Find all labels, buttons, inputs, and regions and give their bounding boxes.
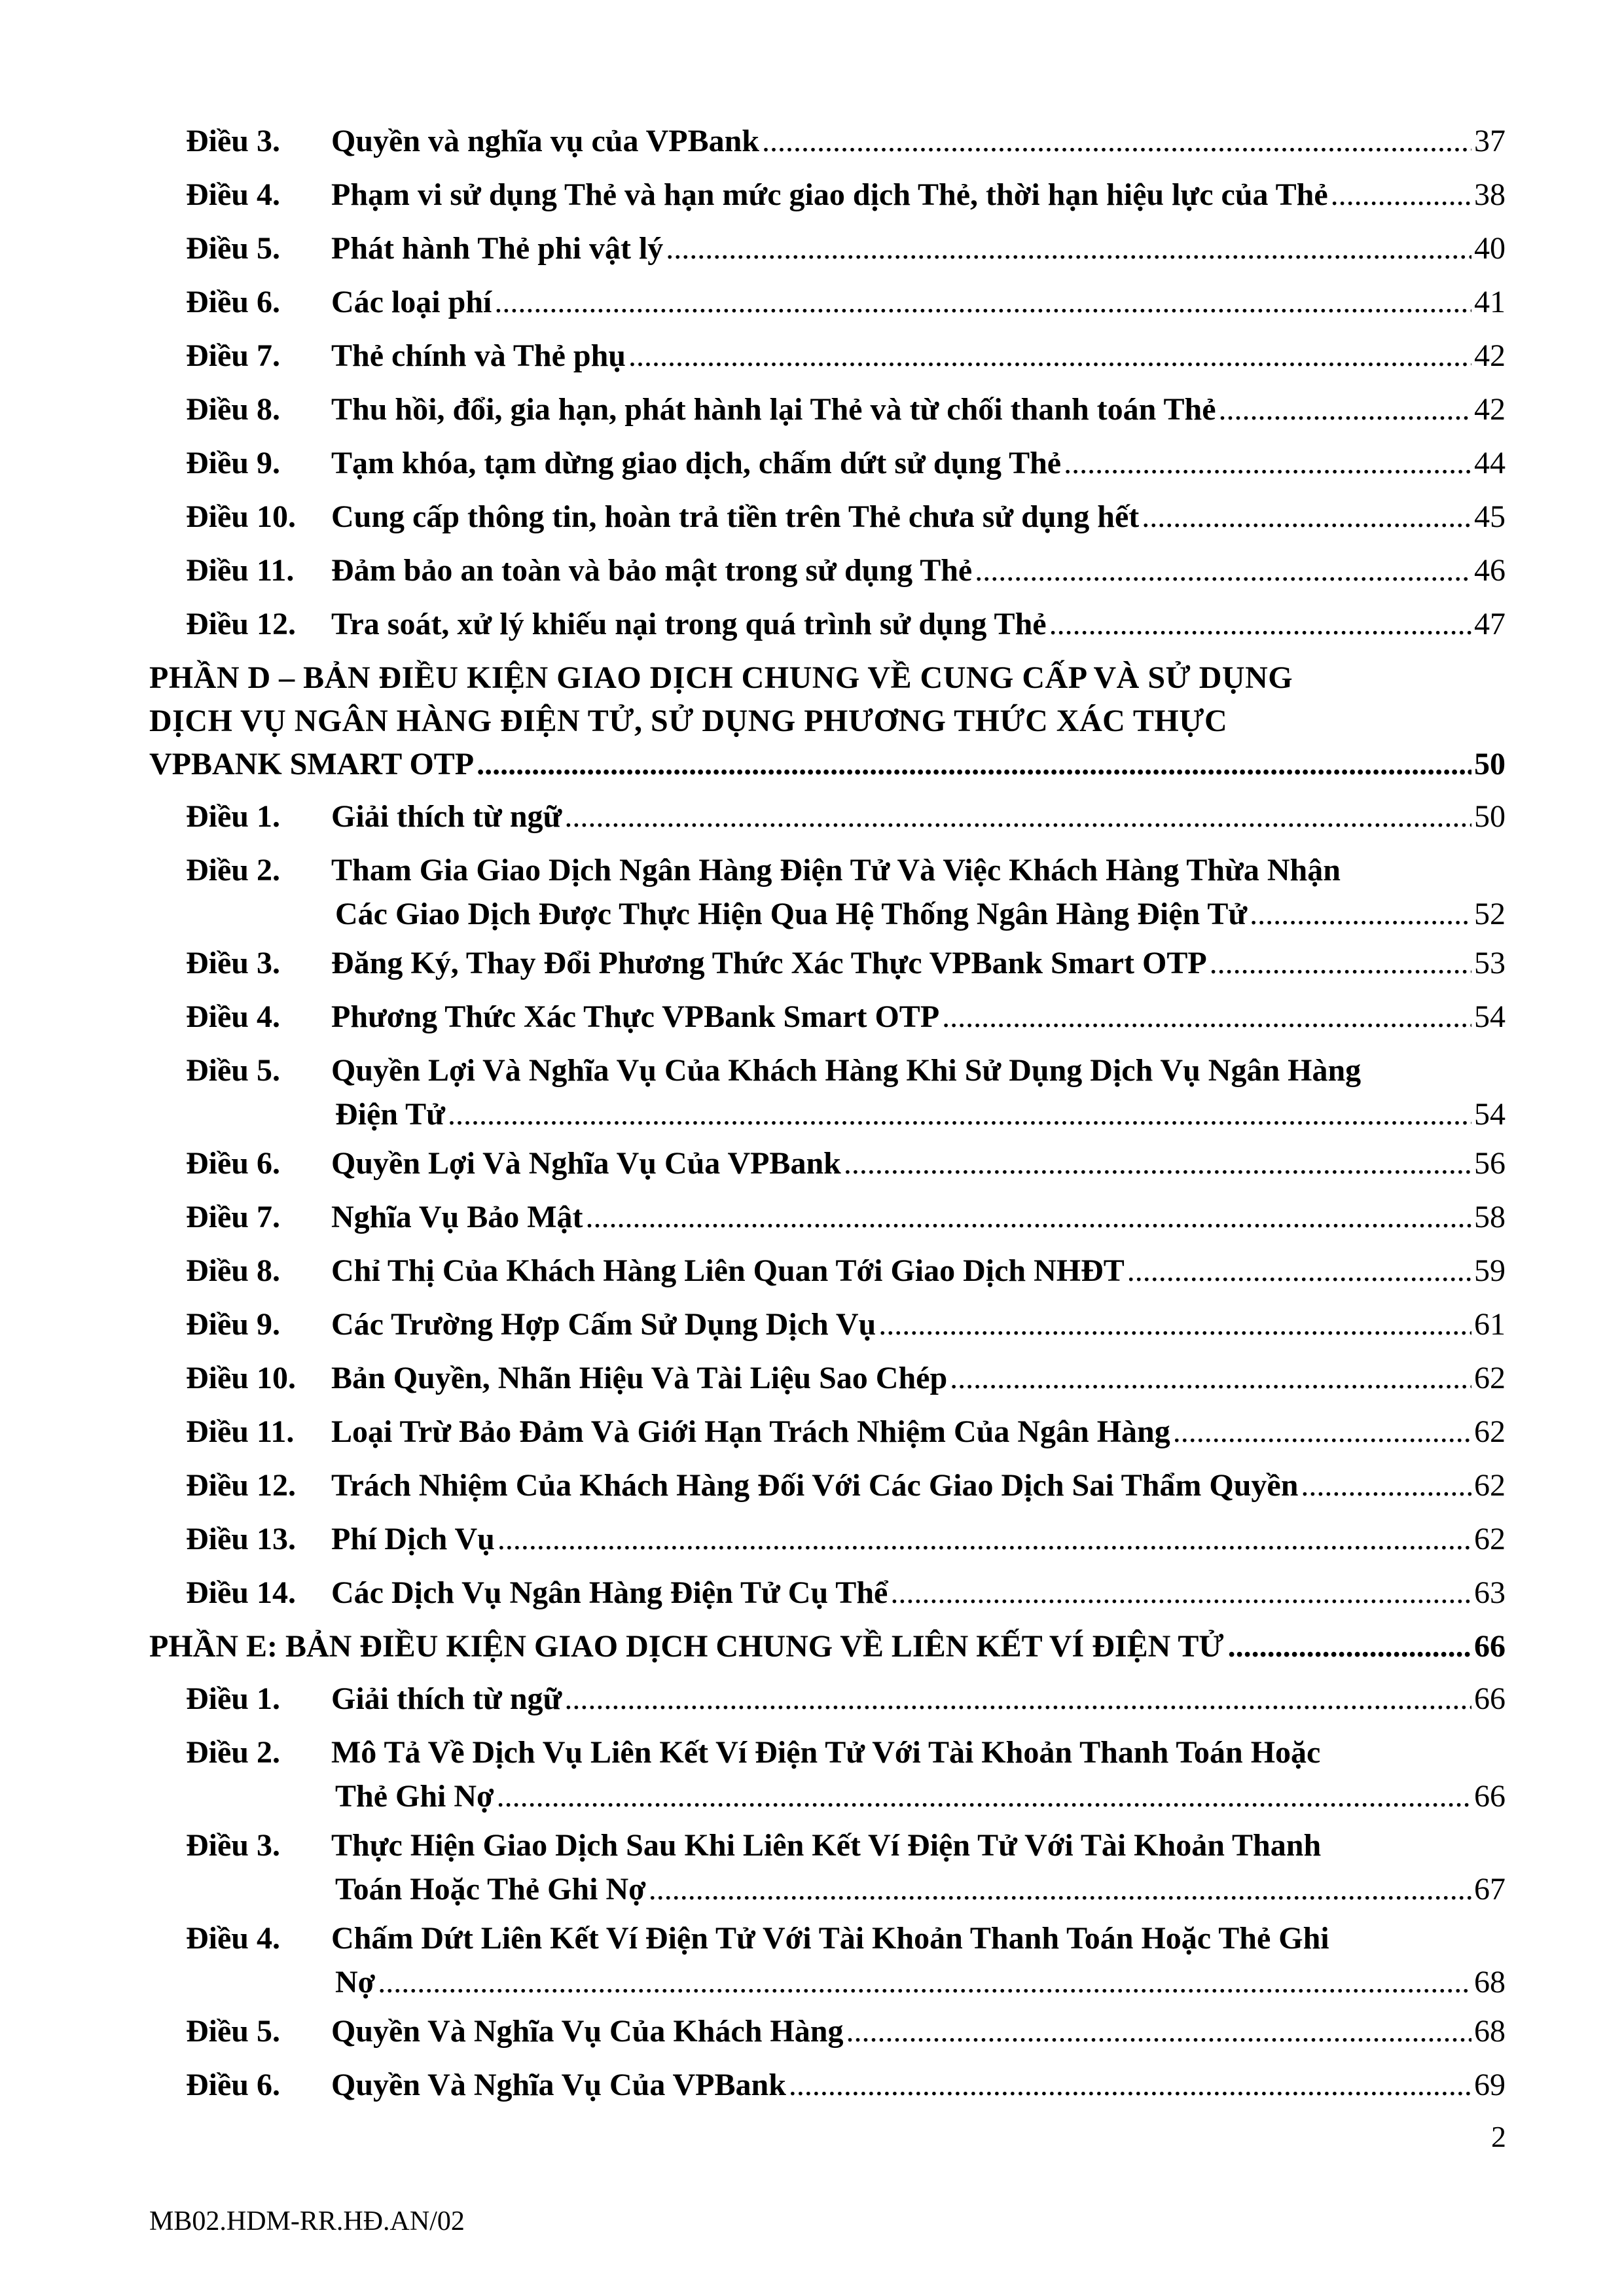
toc-entry-title: Quyền Lợi Và Nghĩa Vụ Của Khách Hàng Khi Sử Dụng Dịch Vụ Ngân Hàng — [331, 1053, 1362, 1088]
dot-leader — [762, 115, 1471, 168]
dot-leader — [1210, 937, 1471, 990]
dot-leader — [844, 1137, 1471, 1191]
toc-entry-number: Điều 5. — [186, 2014, 280, 2049]
toc-entry-number: Điều 10. — [186, 1361, 296, 1395]
toc-entry[interactable] — [149, 990, 1506, 1044]
toc-entry-page: 44 — [1474, 446, 1506, 480]
toc-entry-number: Điều 3. — [186, 124, 280, 158]
toc-entry-title: Chấm Dứt Liên Kết Ví Điện Tử Với Tài Khoản Thanh Toán Hoặc Thẻ Ghi — [331, 1921, 1329, 1956]
toc-entry-title: Thu hồi, đổi, gia hạn, phát hành lại Thẻ và từ chối thanh toán Thẻ — [331, 392, 1216, 427]
dot-leader — [497, 1513, 1471, 1566]
toc-entry[interactable] — [149, 222, 1506, 276]
toc-entry-title-cont: Toán Hoặc Thẻ Ghi Nợ — [335, 1872, 646, 1907]
toc-entry-number: Điều 6. — [186, 2068, 280, 2102]
toc-entry-page: 58 — [1474, 1200, 1506, 1234]
toc-entry[interactable] — [149, 2005, 1506, 2058]
toc-entry-page: 67 — [1474, 1872, 1506, 1907]
part-title-line: DỊCH VỤ NGÂN HÀNG ĐIỆN TỬ, SỬ DỤNG PHƯƠNG THỨC XÁC THỰC — [149, 704, 1228, 738]
dot-leader — [1064, 437, 1471, 490]
toc-entry-title: Mô Tả Về Dịch Vụ Liên Kết Ví Điện Tử Với Tài Khoản Thanh Toán Hoặc — [331, 1735, 1321, 1770]
dot-leader — [378, 1960, 1471, 2005]
toc-entry[interactable] — [149, 844, 1506, 937]
toc-entry-number: Điều 3. — [186, 1828, 280, 1863]
dot-leader — [666, 222, 1471, 276]
toc-entry[interactable] — [149, 1352, 1506, 1405]
toc-entry-page: 68 — [1474, 2014, 1506, 2049]
toc-entry[interactable] — [149, 1513, 1506, 1566]
toc-entry-page: 41 — [1474, 285, 1506, 319]
toc-entry-title: Quyền Lợi Và Nghĩa Vụ Của VPBank — [331, 1146, 841, 1181]
toc-part-heading[interactable] — [149, 656, 1506, 786]
part-title-line: PHẦN D – BẢN ĐIỀU KIỆN GIAO DỊCH CHUNG VỀ CUNG CẤP VÀ SỬ DỤNG — [149, 660, 1293, 695]
toc-entry[interactable] — [149, 115, 1506, 168]
toc-entry[interactable] — [149, 598, 1506, 651]
toc-entry[interactable] — [149, 1819, 1506, 1912]
toc-entry-page: 62 — [1474, 1468, 1506, 1503]
toc-entry[interactable] — [149, 1459, 1506, 1513]
toc-entry-number: Điều 7. — [186, 338, 280, 373]
table-of-contents — [149, 115, 1506, 2112]
toc-entry-title: Quyền Và Nghĩa Vụ Của VPBank — [331, 2068, 786, 2102]
toc-entry[interactable] — [149, 1672, 1506, 1726]
toc-entry-page: 42 — [1474, 392, 1506, 427]
toc-entry-page: 37 — [1474, 124, 1506, 158]
toc-entry-number: Điều 8. — [186, 392, 280, 427]
toc-entry-number: Điều 14. — [186, 1575, 296, 1610]
toc-entry-page: 53 — [1474, 946, 1506, 980]
toc-entry-title: Tra soát, xử lý khiếu nại trong quá trình sử dụng Thẻ — [331, 607, 1047, 641]
toc-entry[interactable] — [149, 790, 1506, 844]
toc-entry-page: 56 — [1474, 1146, 1506, 1181]
part-title-line: PHẦN E: BẢN ĐIỀU KIỆN GIAO DỊCH CHUNG VỀ LIÊN KẾT VÍ ĐIỆN TỬ — [149, 1629, 1224, 1664]
toc-entry-number: Điều 5. — [186, 231, 280, 266]
toc-entry-page: 63 — [1474, 1575, 1506, 1610]
dot-leader — [586, 1191, 1472, 1244]
toc-entry-title: Giải thích từ ngữ — [331, 799, 562, 834]
toc-entry-number: Điều 13. — [186, 1522, 296, 1556]
toc-entry-page: 50 — [1474, 799, 1506, 834]
toc-entry-page: 40 — [1474, 231, 1506, 266]
toc-entry-title-cont: Nợ — [335, 1965, 376, 2000]
toc-entry-page: 68 — [1474, 1965, 1506, 2000]
toc-entry[interactable] — [149, 168, 1506, 222]
toc-entry-page: 54 — [1474, 1097, 1506, 1132]
toc-entry-number: Điều 2. — [186, 853, 280, 888]
toc-entry-title: Loại Trừ Bảo Đảm Và Giới Hạn Trách Nhiệm Của Ngân Hàng — [331, 1414, 1170, 1449]
dot-leader — [628, 329, 1471, 383]
dot-leader — [950, 1352, 1471, 1405]
toc-entry-title-cont: Thẻ Ghi Nợ — [335, 1779, 494, 1814]
toc-entry-title: Quyền Và Nghĩa Vụ Của Khách Hàng — [331, 2014, 844, 2049]
toc-entry[interactable] — [149, 276, 1506, 329]
dot-leader — [1173, 1405, 1471, 1459]
dot-leader — [890, 1566, 1471, 1620]
part-title-line: VPBANK SMART OTP — [149, 747, 475, 781]
toc-entry[interactable] — [149, 1191, 1506, 1244]
toc-entry-number: Điều 2. — [186, 1735, 280, 1770]
dot-leader — [564, 790, 1471, 844]
dot-leader — [494, 276, 1471, 329]
toc-entry-number: Điều 11. — [186, 1414, 295, 1449]
toc-entry-page: 45 — [1474, 499, 1506, 534]
dot-leader — [846, 2005, 1471, 2058]
toc-entry-title: Tạm khóa, tạm dừng giao dịch, chấm dứt sử dụng Thẻ — [331, 446, 1062, 480]
dot-leader — [564, 1672, 1471, 1726]
dot-leader — [497, 1774, 1471, 1819]
toc-entry[interactable] — [149, 937, 1506, 990]
dot-leader — [649, 1867, 1471, 1912]
toc-entry-page: 66 — [1474, 1779, 1506, 1814]
toc-entry-title: Phạm vi sử dụng Thẻ và hạn mức giao dịch Thẻ, thời hạn hiệu lực của Thẻ — [331, 177, 1328, 212]
toc-entry-number: Điều 3. — [186, 946, 280, 980]
toc-entry-number: Điều 6. — [186, 1146, 280, 1181]
toc-entry-title: Thẻ chính và Thẻ phụ — [331, 338, 626, 373]
toc-entry-title: Giải thích từ ngữ — [331, 1681, 562, 1716]
dot-leader — [448, 1092, 1471, 1137]
toc-entry-title: Các loại phí — [331, 285, 492, 319]
dot-leader — [1127, 1244, 1471, 1298]
toc-entry-title: Bản Quyền, Nhãn Hiệu Và Tài Liệu Sao Chép — [331, 1361, 948, 1395]
toc-entry-number: Điều 9. — [186, 1307, 280, 1342]
toc-entry[interactable] — [149, 544, 1506, 598]
toc-entry[interactable] — [149, 1405, 1506, 1459]
toc-entry-number: Điều 12. — [186, 607, 296, 641]
toc-entry-page: 62 — [1474, 1361, 1506, 1395]
toc-entry-number: Điều 9. — [186, 446, 280, 480]
toc-entry-title: Đăng Ký, Thay Đổi Phương Thức Xác Thực VPBank Smart OTP — [331, 946, 1207, 980]
toc-entry-title: Nghĩa Vụ Bảo Mật — [331, 1200, 583, 1234]
toc-entry[interactable] — [149, 1726, 1506, 1819]
toc-entry-title: Các Trường Hợp Cấm Sử Dụng Dịch Vụ — [331, 1307, 876, 1342]
toc-entry-page: 61 — [1474, 1307, 1506, 1342]
toc-entry[interactable] — [149, 383, 1506, 437]
toc-entry-number: Điều 1. — [186, 1681, 280, 1716]
dot-leader — [1142, 490, 1471, 544]
dot-leader — [942, 990, 1471, 1044]
toc-entry-number: Điều 12. — [186, 1468, 296, 1503]
toc-entry-title: Đảm bảo an toàn và bảo mật trong sử dụng Thẻ — [331, 553, 973, 588]
toc-entry-title: Phát hành Thẻ phi vật lý — [331, 231, 664, 266]
toc-entry-number: Điều 4. — [186, 1921, 280, 1956]
toc-entry-number: Điều 5. — [186, 1053, 280, 1088]
dot-leader — [1049, 598, 1471, 651]
toc-entry-title-cont: Điện Tử — [335, 1097, 445, 1132]
toc-entry-page: 42 — [1474, 338, 1506, 373]
toc-entry-number: Điều 7. — [186, 1200, 280, 1234]
toc-entry-page: 46 — [1474, 553, 1506, 588]
dot-leader — [1301, 1459, 1471, 1513]
toc-entry[interactable] — [149, 1566, 1506, 1620]
toc-entry-title: Cung cấp thông tin, hoàn trả tiền trên Thẻ chưa sử dụng hết — [331, 499, 1140, 534]
toc-entry-number: Điều 4. — [186, 177, 280, 212]
toc-entry[interactable] — [149, 490, 1506, 544]
dot-leader — [1219, 383, 1472, 437]
toc-entry-page: 62 — [1474, 1414, 1506, 1449]
toc-entry-page: 59 — [1474, 1253, 1506, 1288]
dot-leader — [1228, 1625, 1471, 1668]
toc-entry-page: 38 — [1474, 177, 1506, 212]
toc-entry-page: 69 — [1474, 2068, 1506, 2102]
toc-entry[interactable] — [149, 1244, 1506, 1298]
dot-leader — [1250, 892, 1471, 937]
toc-entry[interactable] — [149, 1044, 1506, 1137]
toc-entry-page: 62 — [1474, 1522, 1506, 1556]
toc-entry[interactable] — [149, 329, 1506, 383]
toc-entry-number: Điều 4. — [186, 999, 280, 1034]
toc-entry-number: Điều 11. — [186, 553, 295, 588]
dot-leader — [1331, 168, 1471, 222]
toc-entry-page: 52 — [1474, 897, 1506, 931]
toc-entry[interactable] — [149, 1298, 1506, 1352]
toc-entry-title: Tham Gia Giao Dịch Ngân Hàng Điện Tử Và Việc Khách Hàng Thừa Nhận — [331, 853, 1341, 888]
dot-leader — [477, 743, 1471, 786]
toc-entry[interactable] — [149, 1137, 1506, 1191]
toc-entry-title-cont: Các Giao Dịch Được Thực Hiện Qua Hệ Thống Ngân Hàng Điện Tử — [335, 897, 1248, 931]
toc-part-page: 50 — [1474, 747, 1506, 781]
toc-part-heading[interactable] — [149, 1625, 1506, 1668]
toc-entry-title: Trách Nhiệm Của Khách Hàng Đối Với Các Giao Dịch Sai Thẩm Quyền — [331, 1468, 1299, 1503]
toc-entry-page: 66 — [1474, 1681, 1506, 1716]
toc-entry-title: Thực Hiện Giao Dịch Sau Khi Liên Kết Ví Điện Tử Với Tài Khoản Thanh — [331, 1828, 1322, 1863]
toc-entry-number: Điều 6. — [186, 285, 280, 319]
toc-entry-number: Điều 8. — [186, 1253, 280, 1288]
dot-leader — [789, 2058, 1471, 2112]
toc-entry-title: Các Dịch Vụ Ngân Hàng Điện Tử Cụ Thể — [331, 1575, 888, 1610]
toc-entry-page: 47 — [1474, 607, 1506, 641]
toc-entry[interactable] — [149, 1912, 1506, 2005]
toc-entry-title: Quyền và nghĩa vụ của VPBank — [331, 124, 759, 158]
toc-entry-number: Điều 10. — [186, 499, 296, 534]
toc-entry[interactable] — [149, 2058, 1506, 2112]
dot-leader — [975, 544, 1471, 598]
toc-entry-title: Chỉ Thị Của Khách Hàng Liên Quan Tới Giao Dịch NHĐT — [331, 1253, 1125, 1288]
toc-entry-page: 54 — [1474, 999, 1506, 1034]
toc-entry-title: Phương Thức Xác Thực VPBank Smart OTP — [331, 999, 940, 1034]
toc-entry-number: Điều 1. — [186, 799, 280, 834]
toc-part-page: 66 — [1474, 1629, 1506, 1664]
dot-leader — [878, 1298, 1471, 1352]
document-code-footer: MB02.HDM-RR.HĐ.AN/02 — [149, 2206, 465, 2236]
toc-entry[interactable] — [149, 437, 1506, 490]
toc-entry-title: Phí Dịch Vụ — [331, 1522, 495, 1556]
page-number: 2 — [1491, 2120, 1506, 2153]
